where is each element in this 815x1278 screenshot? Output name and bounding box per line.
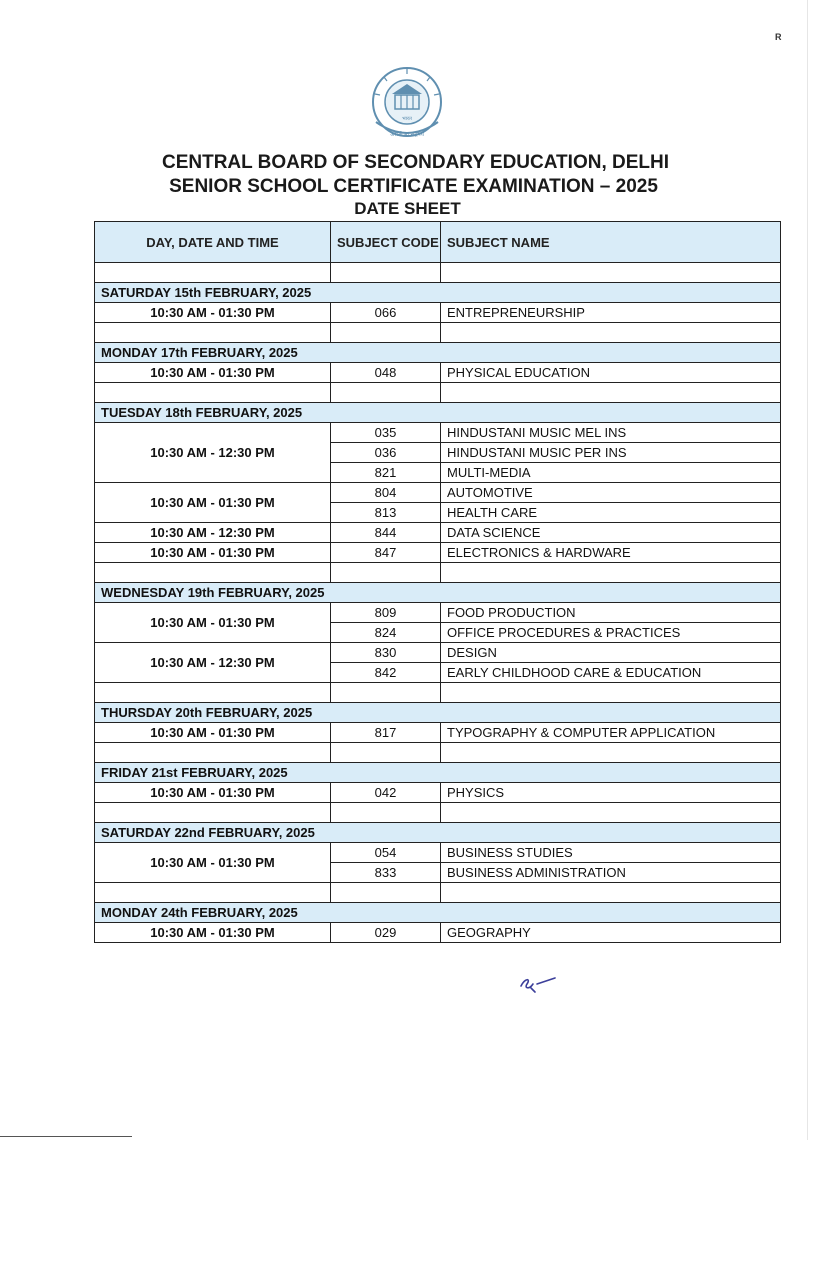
empty-cell bbox=[441, 743, 781, 763]
subject-code: 029 bbox=[331, 923, 441, 943]
date-label: SATURDAY 22nd FEBRUARY, 2025 bbox=[95, 823, 781, 843]
date-label: SATURDAY 15th FEBRUARY, 2025 bbox=[95, 283, 781, 303]
date-row bbox=[95, 703, 781, 723]
subject-code: 847 bbox=[331, 543, 441, 563]
subject-code: 824 bbox=[331, 623, 441, 643]
empty-cell bbox=[95, 383, 331, 403]
empty-cell bbox=[95, 803, 331, 823]
empty-cell bbox=[331, 883, 441, 903]
table-row bbox=[95, 603, 781, 623]
table-row bbox=[95, 423, 781, 443]
spacer-row bbox=[95, 263, 781, 283]
date-row bbox=[95, 403, 781, 423]
subject-name: BUSINESS ADMINISTRATION bbox=[441, 863, 781, 883]
subject-name: BUSINESS STUDIES bbox=[441, 843, 781, 863]
subject-name: FOOD PRODUCTION bbox=[441, 603, 781, 623]
empty-cell bbox=[95, 743, 331, 763]
table-row bbox=[95, 843, 781, 863]
date-label: WEDNESDAY 19th FEBRUARY, 2025 bbox=[95, 583, 781, 603]
date-row bbox=[95, 903, 781, 923]
exam-time: 10:30 AM - 01:30 PM bbox=[95, 543, 331, 563]
footer-rule bbox=[0, 1136, 132, 1137]
spacer-row bbox=[95, 383, 781, 403]
subject-name: EARLY CHILDHOOD CARE & EDUCATION bbox=[441, 663, 781, 683]
date-label: FRIDAY 21st FEBRUARY, 2025 bbox=[95, 763, 781, 783]
header-day: DAY, DATE AND TIME bbox=[95, 222, 331, 263]
exam-time: 10:30 AM - 12:30 PM bbox=[95, 423, 331, 483]
logo-caption: असतो मा सद्गमय bbox=[390, 132, 424, 138]
logo-inner-text: भारत bbox=[402, 116, 412, 122]
spacer-row bbox=[95, 323, 781, 343]
page-title: DATE SHEET bbox=[354, 199, 461, 218]
date-label: MONDAY 17th FEBRUARY, 2025 bbox=[95, 343, 781, 363]
subject-code: 066 bbox=[331, 303, 441, 323]
corner-mark: R bbox=[775, 32, 782, 42]
subject-name: AUTOMOTIVE bbox=[441, 483, 781, 503]
empty-cell bbox=[331, 263, 441, 283]
subject-name: TYPOGRAPHY & COMPUTER APPLICATION bbox=[441, 723, 781, 743]
spacer-row bbox=[95, 743, 781, 763]
spacer-row bbox=[95, 803, 781, 823]
subject-name: HINDUSTANI MUSIC MEL INS bbox=[441, 423, 781, 443]
subject-name: DATA SCIENCE bbox=[441, 523, 781, 543]
subject-name: MULTI-MEDIA bbox=[441, 463, 781, 483]
subject-name: DESIGN bbox=[441, 643, 781, 663]
subject-code: 813 bbox=[331, 503, 441, 523]
subject-name: ELECTRONICS & HARDWARE bbox=[441, 543, 781, 563]
table-row bbox=[95, 543, 781, 563]
date-row bbox=[95, 823, 781, 843]
empty-cell bbox=[331, 683, 441, 703]
exam-time: 10:30 AM - 01:30 PM bbox=[95, 923, 331, 943]
subject-code: 842 bbox=[331, 663, 441, 683]
subject-name: ENTREPRENEURSHIP bbox=[441, 303, 781, 323]
empty-cell bbox=[331, 323, 441, 343]
date-row bbox=[95, 283, 781, 303]
empty-cell bbox=[441, 683, 781, 703]
exam-time: 10:30 AM - 01:30 PM bbox=[95, 483, 331, 523]
exam-time: 10:30 AM - 12:30 PM bbox=[95, 523, 331, 543]
subject-code: 042 bbox=[331, 783, 441, 803]
subject-code: 833 bbox=[331, 863, 441, 883]
subject-code: 809 bbox=[331, 603, 441, 623]
exam-time: 10:30 AM - 01:30 PM bbox=[95, 723, 331, 743]
subject-code: 844 bbox=[331, 523, 441, 543]
empty-cell bbox=[441, 383, 781, 403]
empty-cell bbox=[441, 263, 781, 283]
subject-code: 804 bbox=[331, 483, 441, 503]
empty-cell bbox=[441, 883, 781, 903]
table-row bbox=[95, 303, 781, 323]
date-label: TUESDAY 18th FEBRUARY, 2025 bbox=[95, 403, 781, 423]
subject-name: HEALTH CARE bbox=[441, 503, 781, 523]
empty-cell bbox=[95, 683, 331, 703]
table-row bbox=[95, 643, 781, 663]
date-label: THURSDAY 20th FEBRUARY, 2025 bbox=[95, 703, 781, 723]
empty-cell bbox=[441, 323, 781, 343]
board-title: CENTRAL BOARD OF SECONDARY EDUCATION, DELHI bbox=[161, 152, 670, 173]
subject-code: 036 bbox=[331, 443, 441, 463]
table-row bbox=[95, 483, 781, 503]
exam-time: 10:30 AM - 12:30 PM bbox=[95, 643, 331, 683]
signature-scribble-icon bbox=[515, 972, 559, 994]
table-row bbox=[95, 523, 781, 543]
date-row bbox=[95, 583, 781, 603]
exam-time: 10:30 AM - 01:30 PM bbox=[95, 363, 331, 383]
subject-name: HINDUSTANI MUSIC PER INS bbox=[441, 443, 781, 463]
table-header-row bbox=[95, 222, 781, 263]
subject-name: GEOGRAPHY bbox=[441, 923, 781, 943]
spacer-row bbox=[95, 683, 781, 703]
subject-code: 054 bbox=[331, 843, 441, 863]
cbse-emblem-icon bbox=[362, 66, 452, 144]
empty-cell bbox=[331, 563, 441, 583]
exam-title: SENIOR SCHOOL CERTIFICATE EXAMINATION – 2025 bbox=[169, 176, 658, 197]
subject-name: PHYSICAL EDUCATION bbox=[441, 363, 781, 383]
empty-cell bbox=[331, 803, 441, 823]
empty-cell bbox=[95, 323, 331, 343]
empty-cell bbox=[95, 883, 331, 903]
empty-cell bbox=[95, 263, 331, 283]
date-row bbox=[95, 343, 781, 363]
table-row bbox=[95, 783, 781, 803]
empty-cell bbox=[441, 563, 781, 583]
date-label: MONDAY 24th FEBRUARY, 2025 bbox=[95, 903, 781, 923]
exam-time: 10:30 AM - 01:30 PM bbox=[95, 303, 331, 323]
table-row bbox=[95, 363, 781, 383]
exam-time: 10:30 AM - 01:30 PM bbox=[95, 843, 331, 883]
table-row bbox=[95, 723, 781, 743]
empty-cell bbox=[331, 743, 441, 763]
subject-code: 817 bbox=[331, 723, 441, 743]
subject-code: 035 bbox=[331, 423, 441, 443]
subject-name: PHYSICS bbox=[441, 783, 781, 803]
exam-time: 10:30 AM - 01:30 PM bbox=[95, 783, 331, 803]
empty-cell bbox=[331, 383, 441, 403]
table-body bbox=[95, 263, 781, 943]
subject-code: 830 bbox=[331, 643, 441, 663]
subject-name: OFFICE PROCEDURES & PRACTICES bbox=[441, 623, 781, 643]
header-code: SUBJECT CODE bbox=[331, 222, 441, 263]
empty-cell bbox=[441, 803, 781, 823]
date-row bbox=[95, 763, 781, 783]
table-row bbox=[95, 923, 781, 943]
empty-cell bbox=[95, 563, 331, 583]
spacer-row bbox=[95, 883, 781, 903]
date-sheet-table bbox=[94, 221, 781, 943]
spacer-row bbox=[95, 563, 781, 583]
subject-code: 821 bbox=[331, 463, 441, 483]
header-name: SUBJECT NAME bbox=[441, 222, 781, 263]
subject-code: 048 bbox=[331, 363, 441, 383]
exam-time: 10:30 AM - 01:30 PM bbox=[95, 603, 331, 643]
